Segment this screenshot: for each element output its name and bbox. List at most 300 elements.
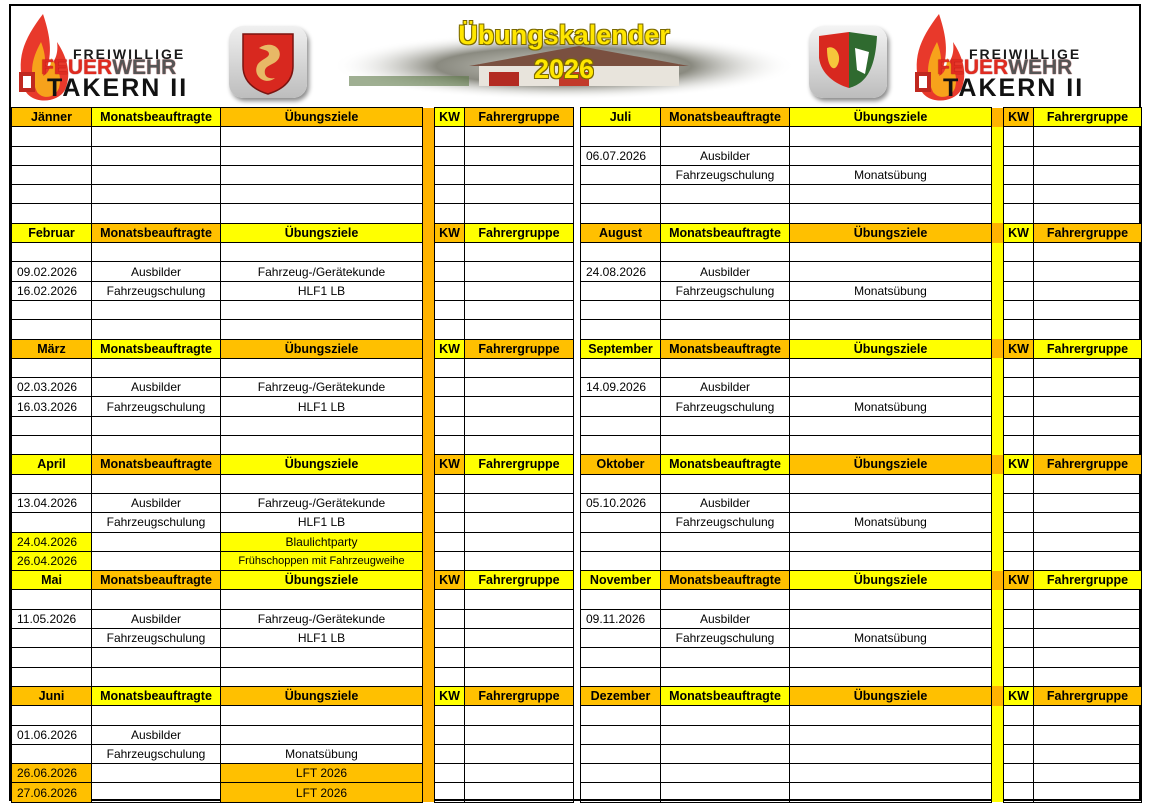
kw-cell — [1004, 474, 1034, 493]
driver-group-cell — [1034, 629, 1142, 648]
kw-cell — [435, 609, 465, 628]
table-row — [12, 416, 574, 435]
table-row — [581, 532, 1142, 551]
kw-cell — [435, 629, 465, 648]
logo-feuer: FEUER — [937, 56, 1009, 79]
staff-cell: Fahrzeugschulung — [661, 281, 790, 300]
separator-column — [992, 204, 1004, 223]
separator-column — [423, 378, 435, 397]
table-row — [12, 281, 574, 300]
date-cell: 27.06.2026 — [12, 783, 92, 802]
staff-cell — [92, 416, 221, 435]
kw-cell — [1004, 648, 1034, 667]
goal-cell — [221, 358, 423, 377]
separator-column — [992, 108, 1004, 127]
table-row — [581, 146, 1142, 165]
table-row — [12, 300, 574, 319]
goal-cell: HLF1 LB — [221, 513, 423, 532]
separator-column — [423, 686, 435, 705]
calendar-table-jul-dec — [580, 107, 1142, 803]
separator-column — [423, 358, 435, 377]
kw-cell — [435, 378, 465, 397]
kw-cell — [1004, 416, 1034, 435]
goal-cell — [790, 590, 992, 609]
kw-cell — [435, 358, 465, 377]
goal-cell — [790, 243, 992, 262]
header-month-staff: Monatsbeauftragte — [661, 455, 790, 474]
table-row — [12, 609, 574, 628]
separator-column — [423, 262, 435, 281]
kw-cell — [435, 416, 465, 435]
month-header-row — [12, 571, 574, 590]
staff-cell: Ausbilder — [92, 725, 221, 744]
staff-cell — [92, 146, 221, 165]
date-cell: 24.08.2026 — [581, 262, 661, 281]
separator-column — [423, 493, 435, 512]
staff-cell — [92, 551, 221, 570]
staff-cell — [92, 300, 221, 319]
driver-group-cell — [465, 300, 574, 319]
kw-cell — [1004, 185, 1034, 204]
goal-cell — [790, 551, 992, 570]
date-cell — [12, 436, 92, 455]
date-cell — [581, 706, 661, 725]
table-row — [581, 185, 1142, 204]
driver-group-cell — [465, 127, 574, 146]
table-row — [581, 320, 1142, 339]
goal-cell: Monatsübung — [790, 165, 992, 184]
table-row — [581, 127, 1142, 146]
table-row — [581, 281, 1142, 300]
kw-cell — [1004, 165, 1034, 184]
staff-cell: Ausbilder — [92, 493, 221, 512]
date-cell — [581, 185, 661, 204]
staff-cell — [661, 185, 790, 204]
fire-department-logo-left — [13, 12, 218, 104]
driver-group-cell — [465, 204, 574, 223]
staff-cell — [92, 648, 221, 667]
header-goals: Übungsziele — [790, 223, 992, 242]
goal-cell: LFT 2026 — [221, 783, 423, 802]
date-cell — [581, 300, 661, 319]
month-header-row — [581, 223, 1142, 242]
driver-group-cell — [465, 243, 574, 262]
date-cell — [581, 629, 661, 648]
driver-group-cell — [1034, 648, 1142, 667]
header-driver-group: Fahrergruppe — [1034, 339, 1142, 358]
date-cell — [12, 185, 92, 204]
emblem-crest-icon — [809, 26, 887, 98]
date-cell: 26.04.2026 — [12, 551, 92, 570]
separator-column — [992, 764, 1004, 783]
driver-group-cell — [1034, 725, 1142, 744]
driver-group-cell — [1034, 378, 1142, 397]
separator-column — [992, 667, 1004, 686]
staff-cell: Fahrzeugschulung — [661, 629, 790, 648]
separator-column — [423, 474, 435, 493]
goal-cell — [221, 127, 423, 146]
separator-column — [992, 243, 1004, 262]
driver-group-cell — [465, 590, 574, 609]
staff-cell: Ausbilder — [661, 493, 790, 512]
staff-cell — [661, 744, 790, 763]
date-cell — [12, 358, 92, 377]
kw-cell — [1004, 320, 1034, 339]
date-cell: 16.02.2026 — [12, 281, 92, 300]
date-cell: 26.06.2026 — [12, 764, 92, 783]
date-cell — [12, 127, 92, 146]
date-cell — [581, 320, 661, 339]
date-cell — [581, 204, 661, 223]
header-driver-group: Fahrergruppe — [465, 455, 574, 474]
goal-cell — [790, 320, 992, 339]
driver-group-cell — [1034, 474, 1142, 493]
header-driver-group: Fahrergruppe — [1034, 223, 1142, 242]
date-cell — [12, 146, 92, 165]
goal-cell — [221, 667, 423, 686]
kw-cell — [435, 667, 465, 686]
separator-column — [423, 725, 435, 744]
driver-group-cell — [1034, 513, 1142, 532]
month-header-row — [12, 686, 574, 705]
header-month-staff: Monatsbeauftragte — [92, 571, 221, 590]
header-goals: Übungsziele — [221, 223, 423, 242]
driver-group-cell — [465, 378, 574, 397]
kw-cell — [435, 590, 465, 609]
separator-column — [423, 127, 435, 146]
header-month-staff: Monatsbeauftragte — [661, 108, 790, 127]
goal-cell: Monatsübung — [790, 281, 992, 300]
staff-cell — [661, 127, 790, 146]
table-row — [581, 243, 1142, 262]
goal-cell — [790, 725, 992, 744]
staff-cell — [661, 320, 790, 339]
goal-cell — [221, 436, 423, 455]
driver-group-cell — [465, 493, 574, 512]
header-kw: KW — [435, 339, 465, 358]
separator-column — [992, 609, 1004, 628]
driver-group-cell — [465, 474, 574, 493]
date-cell — [581, 744, 661, 763]
driver-group-cell — [465, 725, 574, 744]
table-row — [12, 262, 574, 281]
kw-cell — [1004, 281, 1034, 300]
staff-cell — [661, 204, 790, 223]
separator-column — [423, 223, 435, 242]
staff-cell — [661, 764, 790, 783]
kw-cell — [1004, 493, 1034, 512]
table-row — [581, 165, 1142, 184]
month-name: Dezember — [581, 686, 661, 705]
goal-cell — [790, 764, 992, 783]
date-cell: 13.04.2026 — [12, 493, 92, 512]
staff-cell — [661, 300, 790, 319]
municipal-crest — [229, 26, 307, 98]
staff-cell: Ausbilder — [92, 609, 221, 628]
date-cell — [581, 281, 661, 300]
header-month-staff: Monatsbeauftragte — [92, 223, 221, 242]
driver-group-cell — [465, 744, 574, 763]
goal-cell: Fahrzeug-/Gerätekunde — [221, 609, 423, 628]
table-row — [581, 667, 1142, 686]
table-row — [581, 397, 1142, 416]
kw-cell — [1004, 609, 1034, 628]
table-row — [12, 204, 574, 223]
separator-column — [992, 686, 1004, 705]
header-month-staff: Monatsbeauftragte — [661, 571, 790, 590]
separator-column — [423, 551, 435, 570]
staff-cell: Ausbilder — [661, 262, 790, 281]
goal-cell: Blaulichtparty — [221, 532, 423, 551]
goal-cell — [221, 648, 423, 667]
separator-column — [992, 378, 1004, 397]
table-row — [12, 551, 574, 570]
driver-group-cell — [1034, 281, 1142, 300]
separator-column — [423, 667, 435, 686]
goal-cell: LFT 2026 — [221, 764, 423, 783]
date-cell — [581, 416, 661, 435]
table-row — [581, 436, 1142, 455]
kw-cell — [435, 146, 465, 165]
kw-cell — [1004, 532, 1034, 551]
kw-cell — [435, 204, 465, 223]
calendar-sheet — [9, 4, 1141, 801]
month-header-row — [12, 455, 574, 474]
header-kw: KW — [1004, 686, 1034, 705]
header-goals: Übungsziele — [221, 339, 423, 358]
separator-column — [423, 243, 435, 262]
month-name: Juli — [581, 108, 661, 127]
header-driver-group: Fahrergruppe — [465, 686, 574, 705]
goal-cell: Frühschoppen mit Fahrzeugweihe — [221, 551, 423, 570]
separator-column — [423, 513, 435, 532]
separator-column — [992, 706, 1004, 725]
separator-column — [992, 629, 1004, 648]
table-row — [12, 706, 574, 725]
goal-cell — [221, 185, 423, 204]
separator-column — [423, 165, 435, 184]
driver-group-cell — [1034, 764, 1142, 783]
driver-group-cell — [465, 648, 574, 667]
goal-cell: Monatsübung — [221, 744, 423, 763]
date-cell: 14.09.2026 — [581, 378, 661, 397]
separator-column — [423, 108, 435, 127]
driver-group-cell — [465, 667, 574, 686]
date-cell — [581, 667, 661, 686]
kw-cell — [1004, 358, 1034, 377]
table-row — [12, 764, 574, 783]
table-row — [581, 262, 1142, 281]
goal-cell — [790, 262, 992, 281]
kw-cell — [1004, 706, 1034, 725]
driver-group-cell — [465, 609, 574, 628]
month-header-row — [581, 455, 1142, 474]
month-name: März — [12, 339, 92, 358]
separator-column — [423, 416, 435, 435]
goal-cell — [221, 165, 423, 184]
logo-wehr: WEHR — [1008, 56, 1073, 79]
header-month-staff: Monatsbeauftragte — [92, 686, 221, 705]
date-cell — [581, 165, 661, 184]
table-row — [581, 551, 1142, 570]
logo-line-3: TAKERN II — [47, 74, 189, 102]
separator-column — [423, 571, 435, 590]
goal-cell — [790, 185, 992, 204]
table-row — [12, 513, 574, 532]
goal-cell — [221, 590, 423, 609]
date-cell — [581, 532, 661, 551]
staff-cell — [92, 358, 221, 377]
driver-group-cell — [1034, 320, 1142, 339]
kw-cell — [435, 243, 465, 262]
header-month-staff: Monatsbeauftragte — [661, 223, 790, 242]
kw-cell — [435, 397, 465, 416]
goal-cell: Fahrzeug-/Gerätekunde — [221, 378, 423, 397]
date-cell — [12, 300, 92, 319]
date-cell — [12, 513, 92, 532]
staff-cell: Ausbilder — [661, 609, 790, 628]
separator-column — [992, 127, 1004, 146]
header-driver-group: Fahrergruppe — [1034, 686, 1142, 705]
driver-group-cell — [1034, 744, 1142, 763]
goal-cell: Fahrzeug-/Gerätekunde — [221, 262, 423, 281]
staff-cell — [92, 532, 221, 551]
staff-cell — [661, 667, 790, 686]
driver-group-cell — [1034, 146, 1142, 165]
driver-group-cell — [1034, 397, 1142, 416]
header-kw: KW — [435, 686, 465, 705]
month-header-row — [12, 339, 574, 358]
driver-group-cell — [1034, 358, 1142, 377]
month-name: April — [12, 455, 92, 474]
separator-column — [992, 648, 1004, 667]
calendar-table-jan-jun — [11, 107, 574, 803]
table-row — [12, 243, 574, 262]
kw-cell — [435, 300, 465, 319]
table-row — [12, 146, 574, 165]
separator-column — [992, 300, 1004, 319]
kw-cell — [1004, 378, 1034, 397]
header-month-staff: Monatsbeauftragte — [92, 455, 221, 474]
header-driver-group: Fahrergruppe — [1034, 571, 1142, 590]
separator-column — [423, 339, 435, 358]
calendar-year: 2026 — [533, 54, 595, 84]
date-cell — [12, 706, 92, 725]
separator-column — [423, 629, 435, 648]
goal-cell — [221, 706, 423, 725]
date-cell — [581, 725, 661, 744]
table-row — [581, 764, 1142, 783]
header-driver-group: Fahrergruppe — [465, 108, 574, 127]
date-cell — [581, 648, 661, 667]
kw-cell — [1004, 436, 1034, 455]
staff-cell: Fahrzeugschulung — [661, 397, 790, 416]
kw-cell — [435, 436, 465, 455]
staff-cell: Fahrzeugschulung — [92, 744, 221, 763]
kw-cell — [1004, 667, 1034, 686]
staff-cell — [661, 783, 790, 802]
logo-line-3: TAKERN II — [943, 74, 1085, 102]
staff-cell — [661, 474, 790, 493]
separator-column — [992, 474, 1004, 493]
date-cell — [12, 744, 92, 763]
kw-cell — [1004, 513, 1034, 532]
header-goals: Übungsziele — [221, 571, 423, 590]
staff-cell — [92, 667, 221, 686]
kw-cell — [1004, 764, 1034, 783]
table-row — [12, 397, 574, 416]
goal-cell — [221, 474, 423, 493]
goal-cell — [790, 146, 992, 165]
table-row — [12, 744, 574, 763]
logo-line-1: FREIWILLIGE — [73, 46, 186, 62]
kw-cell — [1004, 204, 1034, 223]
separator-column — [992, 223, 1004, 242]
date-cell — [12, 320, 92, 339]
driver-group-cell — [1034, 165, 1142, 184]
date-cell: 09.02.2026 — [12, 262, 92, 281]
header-goals: Übungsziele — [221, 686, 423, 705]
driver-group-cell — [465, 358, 574, 377]
kw-cell — [1004, 146, 1034, 165]
separator-column — [423, 609, 435, 628]
staff-cell — [661, 416, 790, 435]
state-fire-crest — [809, 26, 887, 98]
header-kw: KW — [435, 455, 465, 474]
staff-cell — [92, 204, 221, 223]
separator-column — [992, 281, 1004, 300]
goal-cell — [221, 725, 423, 744]
table-row — [581, 416, 1142, 435]
driver-group-cell — [1034, 706, 1142, 725]
fire-department-logo-right — [909, 12, 1114, 104]
driver-group-cell — [465, 146, 574, 165]
table-row — [12, 532, 574, 551]
goal-cell — [790, 436, 992, 455]
separator-column — [423, 204, 435, 223]
kw-cell — [435, 744, 465, 763]
separator-column — [992, 262, 1004, 281]
separator-column — [423, 590, 435, 609]
kw-cell — [1004, 397, 1034, 416]
separator-column — [423, 706, 435, 725]
staff-cell: Ausbilder — [661, 146, 790, 165]
separator-column — [992, 339, 1004, 358]
staff-cell — [92, 474, 221, 493]
table-row — [581, 300, 1142, 319]
kw-cell — [435, 551, 465, 570]
separator-column — [423, 648, 435, 667]
kw-cell — [435, 783, 465, 802]
header-goals: Übungsziele — [790, 455, 992, 474]
staff-cell — [661, 706, 790, 725]
header-month-staff: Monatsbeauftragte — [92, 108, 221, 127]
staff-cell: Fahrzeugschulung — [92, 281, 221, 300]
month-header-row — [581, 686, 1142, 705]
driver-group-cell — [1034, 204, 1142, 223]
staff-cell: Ausbilder — [661, 378, 790, 397]
staff-cell — [92, 320, 221, 339]
separator-column — [423, 300, 435, 319]
driver-group-cell — [1034, 262, 1142, 281]
table-row — [12, 493, 574, 512]
logo-wehr: WEHR — [112, 56, 177, 79]
kw-cell — [435, 165, 465, 184]
month-name: August — [581, 223, 661, 242]
staff-cell — [661, 358, 790, 377]
driver-group-cell — [1034, 493, 1142, 512]
kw-cell — [1004, 590, 1034, 609]
